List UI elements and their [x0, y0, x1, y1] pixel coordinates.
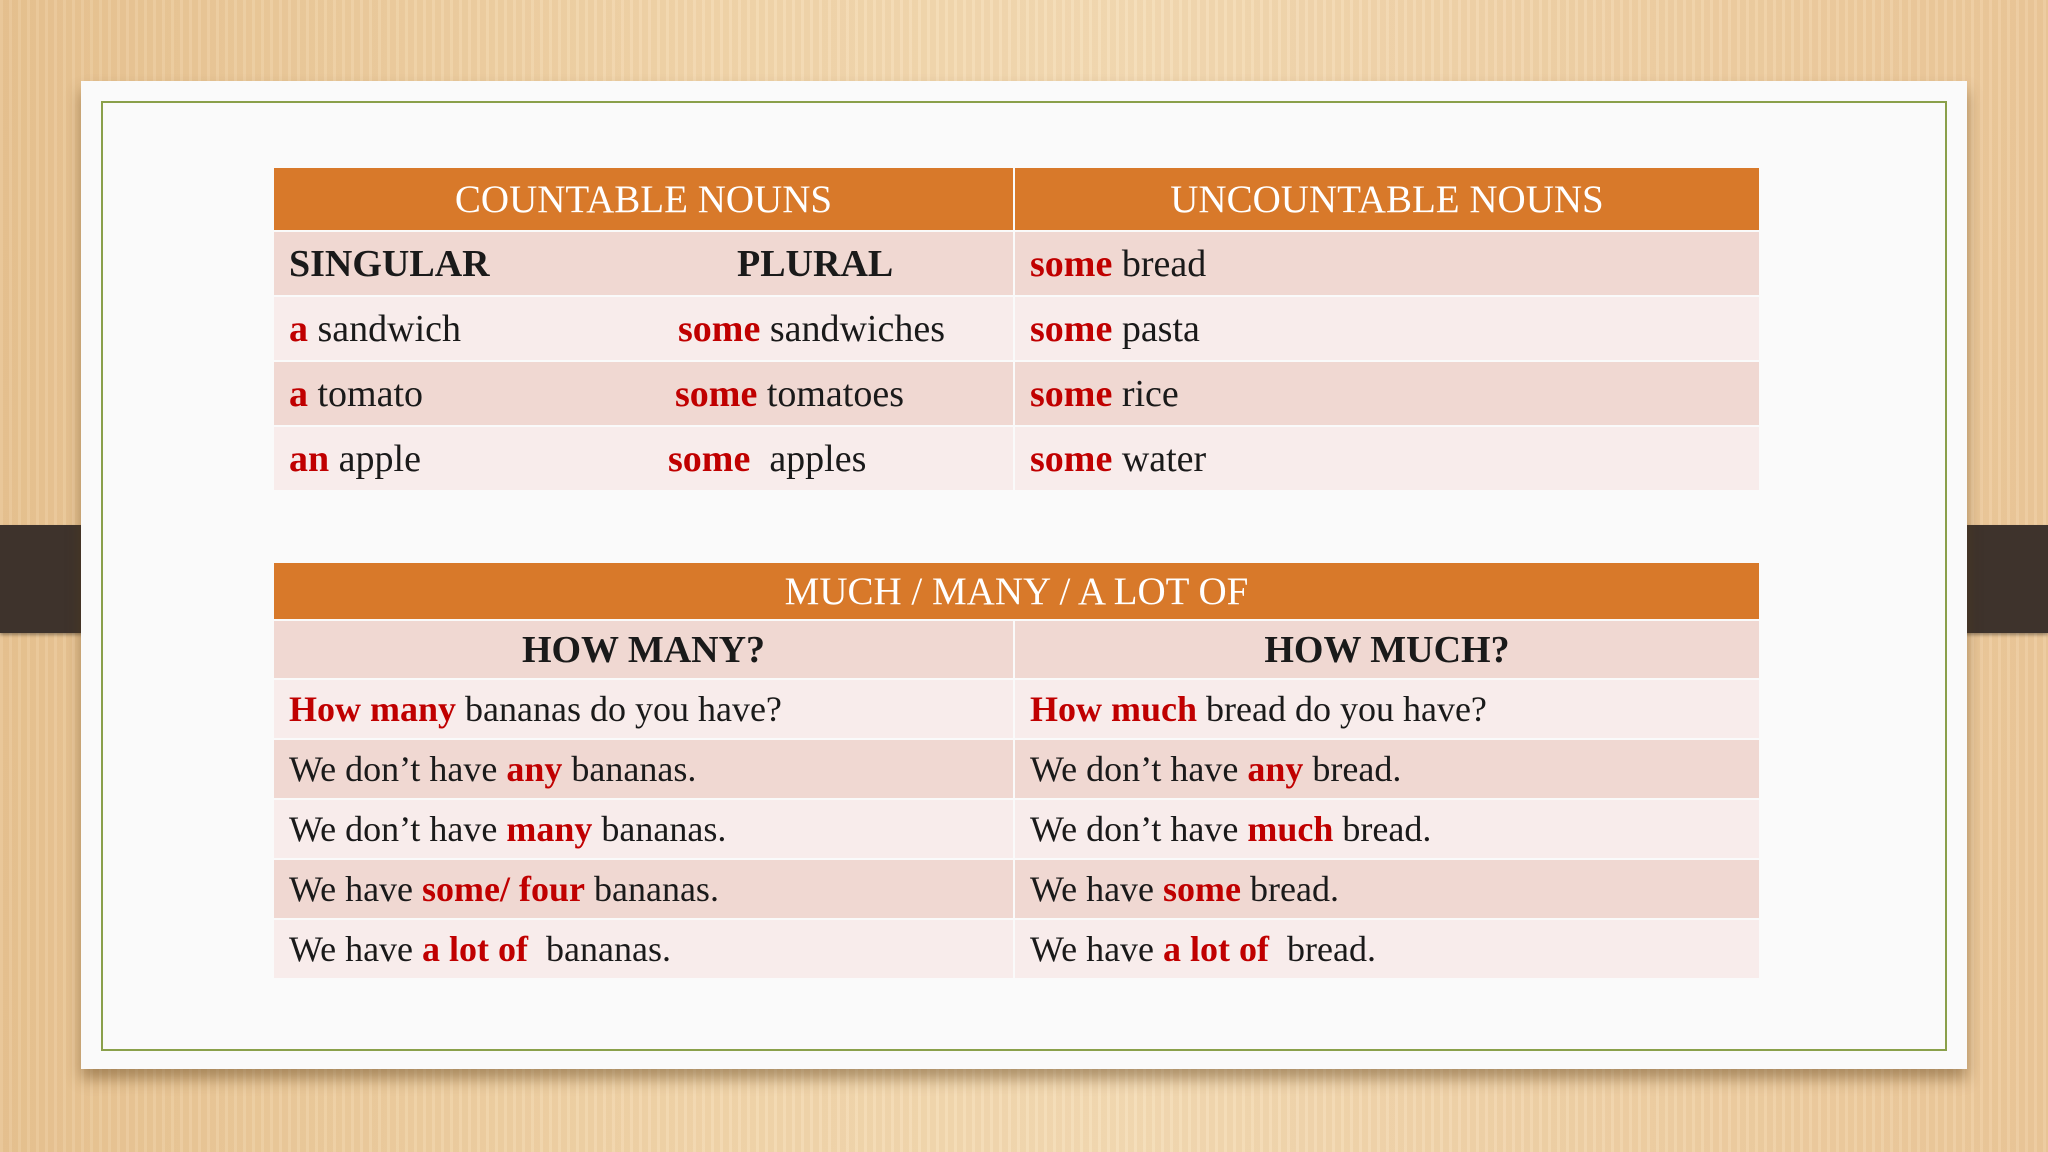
quantifier: a lot of: [1163, 929, 1270, 969]
how-much-cell: [1014, 919, 1760, 979]
countable-cell: [273, 361, 1014, 426]
table-row: [273, 739, 1760, 799]
quantifier: some: [1163, 869, 1242, 909]
sentence-start: We have: [1030, 869, 1164, 909]
sentence-end: bread do you have?: [1197, 689, 1487, 729]
singular-label: SINGULAR: [289, 242, 490, 285]
sentence-end: bananas.: [528, 929, 671, 969]
uncountable-cell: [1014, 426, 1760, 491]
sentence-end: bread.: [1303, 749, 1402, 789]
quantifier-title: MUCH / MANY / A LOT OF: [273, 562, 1760, 620]
header-how-many: HOW MANY?: [273, 620, 1014, 679]
header-countable-nouns: COUNTABLE NOUNS: [273, 167, 1014, 231]
how-many-cell: [273, 919, 1014, 979]
determiner: a: [289, 372, 308, 415]
quantifier: How much: [1030, 689, 1198, 729]
uncountable-cell: [1014, 361, 1760, 426]
quantifier: How many: [289, 689, 457, 729]
determiner: some: [1030, 242, 1113, 285]
countable-cell: [273, 296, 1014, 361]
how-much-cell: [1014, 679, 1760, 739]
quantifier: a lot of: [422, 929, 529, 969]
determiner: some: [1030, 437, 1113, 480]
uncountable-cell: [1014, 296, 1760, 361]
quantifier: any: [1247, 749, 1304, 789]
table-row: [273, 231, 1760, 296]
noun: sandwiches: [769, 307, 945, 350]
table-row: [273, 679, 1760, 739]
noun: apple: [338, 437, 421, 480]
sentence-start: We don’t have: [289, 749, 507, 789]
noun: apples: [769, 437, 867, 480]
how-many-cell: [273, 679, 1014, 739]
noun: bread: [1121, 242, 1207, 285]
quantifier: many: [506, 809, 593, 849]
table-row: [273, 296, 1760, 361]
sentence-start: We have: [1030, 929, 1164, 969]
sentence-start: We don’t have: [289, 809, 507, 849]
determiner: some: [678, 307, 761, 350]
header-how-much: HOW MUCH?: [1014, 620, 1760, 679]
sentence-end: bread.: [1269, 929, 1376, 969]
sentence-end: bananas.: [585, 869, 719, 909]
quantifier: any: [506, 749, 563, 789]
table-row: [273, 859, 1760, 919]
countable-uncountable-table: [272, 166, 1761, 492]
uncountable-cell: [1014, 231, 1760, 296]
sentence-start: We have: [289, 929, 423, 969]
how-much-cell: [1014, 799, 1760, 859]
determiner: an: [289, 437, 330, 480]
table-row: [273, 919, 1760, 979]
singular-plural-labels: [273, 231, 1014, 296]
how-much-cell: [1014, 739, 1760, 799]
determiner: some: [1030, 307, 1113, 350]
sentence-end: bananas.: [592, 809, 727, 849]
sentence-start: We don’t have: [1030, 749, 1248, 789]
much-many-table: [272, 561, 1761, 980]
sentence-end: bread.: [1241, 869, 1339, 909]
noun: sandwich: [317, 307, 462, 350]
header-uncountable-nouns: UNCOUNTABLE NOUNS: [1014, 167, 1760, 231]
table-row: [273, 799, 1760, 859]
sentence-start: We have: [289, 869, 423, 909]
how-many-cell: [273, 859, 1014, 919]
sentence-end: bananas.: [562, 749, 697, 789]
determiner: some: [668, 437, 751, 480]
quantifier: much: [1247, 809, 1334, 849]
how-many-cell: [273, 739, 1014, 799]
determiner: a: [289, 307, 308, 350]
noun: tomato: [317, 372, 424, 415]
noun: pasta: [1121, 307, 1200, 350]
determiner: some: [675, 372, 758, 415]
how-much-cell: [1014, 859, 1760, 919]
plural-label: PLURAL: [737, 242, 894, 285]
noun: rice: [1121, 372, 1179, 415]
countable-cell: [273, 426, 1014, 491]
quantifier: some/ four: [422, 869, 585, 909]
noun: tomatoes: [766, 372, 905, 415]
sentence-end: bananas do you have?: [456, 689, 782, 729]
determiner: some: [1030, 372, 1113, 415]
sentence-end: bread.: [1333, 809, 1432, 849]
sentence-start: We don’t have: [1030, 809, 1248, 849]
how-many-cell: [273, 799, 1014, 859]
table-row: [273, 426, 1760, 491]
table-row: [273, 361, 1760, 426]
noun: water: [1121, 437, 1207, 480]
